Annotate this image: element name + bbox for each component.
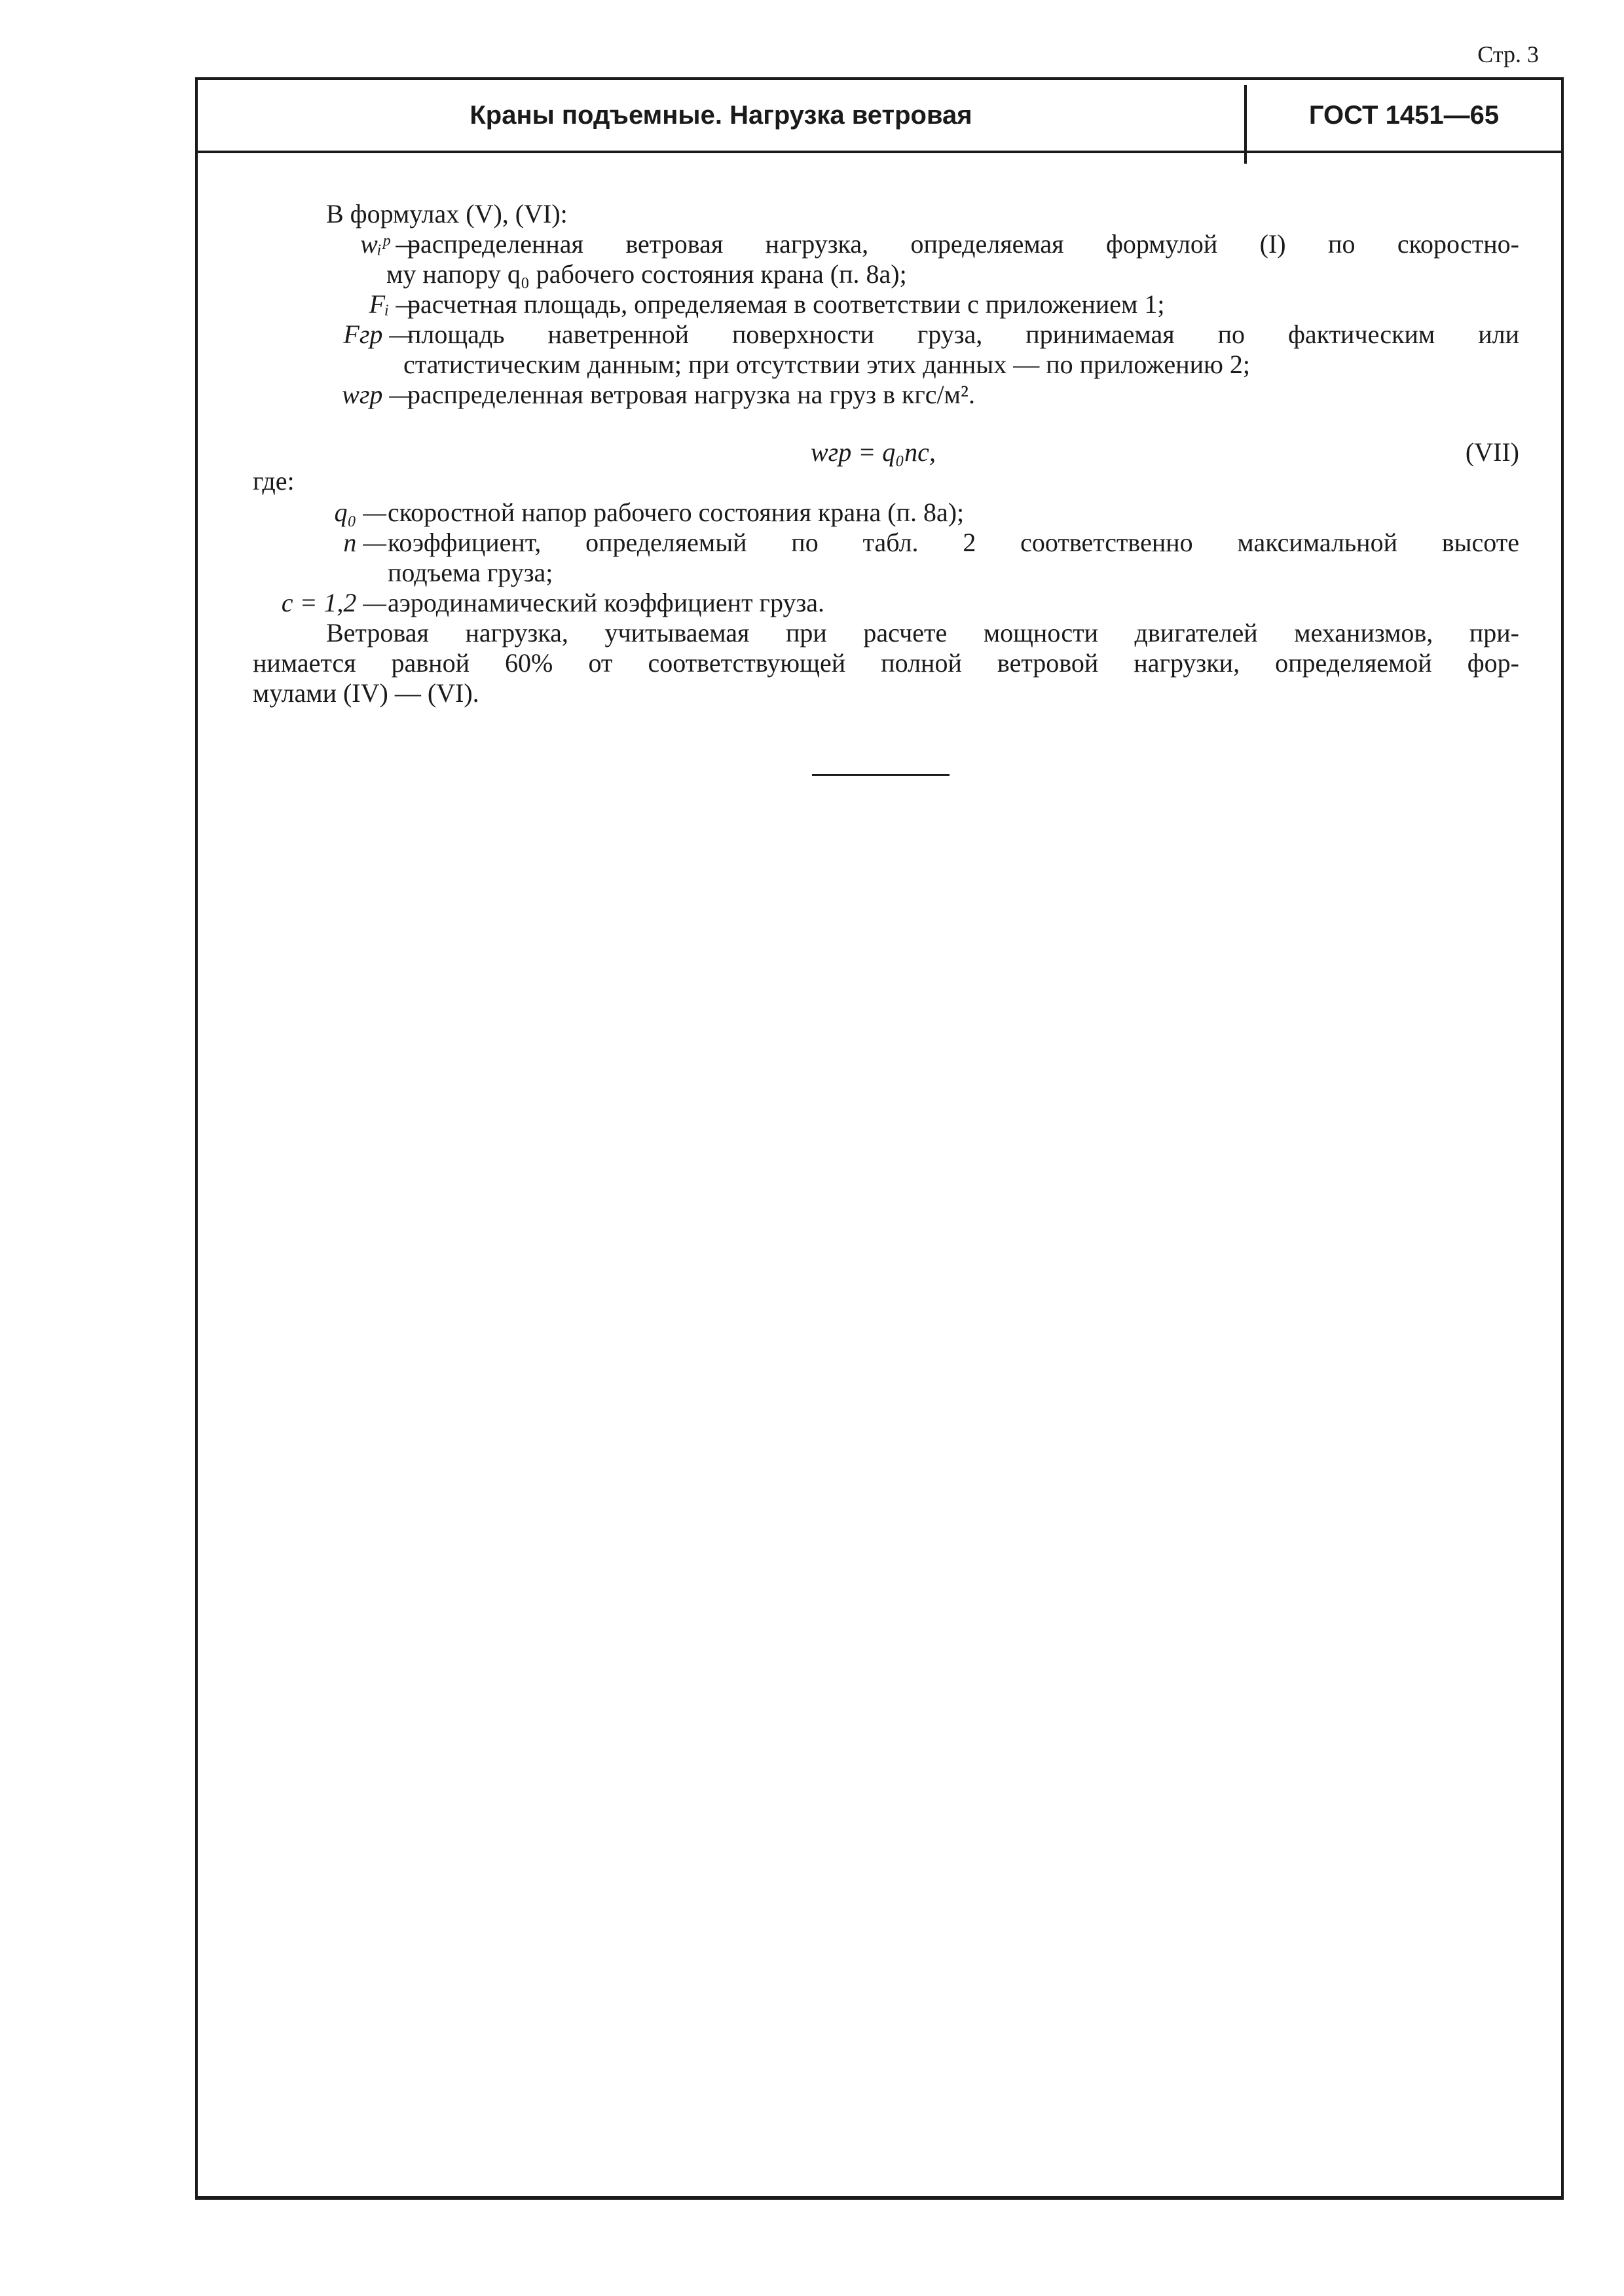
def-text: площадь наветренной поверхности груза, принимаемая по фактическим или <box>407 319 1519 349</box>
def-symbol: Fгр — <box>343 319 413 349</box>
def-text: расчетная площадь, определяемая в соответствии с приложением 1; <box>407 289 1165 319</box>
def-text: скоростной напор рабочего состояния крана (п. 8а); <box>388 498 965 527</box>
page-number: Стр. 3 <box>1477 41 1539 67</box>
standard-code: ГОСТ 1451—65 <box>1308 101 1500 130</box>
paragraph-line: мулами (IV) — (VI). <box>253 678 479 708</box>
where-label: где: <box>253 466 295 496</box>
def-symbol: q₀ — <box>334 498 386 527</box>
def-text: распределенная ветровая нагрузка, определяемая формулой (I) по скоростно- <box>407 229 1519 259</box>
header-title: Краны подъемные. Нагрузка ветровая <box>470 101 972 130</box>
def-text: му напору q₀ рабочего состояния крана (п. 8а); <box>386 259 907 289</box>
paragraph-line: Ветровая нагрузка, учитываемая при расчете мощности двигателей механизмов, при- <box>326 618 1519 647</box>
def-symbol: n — <box>343 528 386 557</box>
def-text: коэффициент, определяемый по табл. 2 соответственно максимальной высоте <box>388 528 1519 557</box>
document-header <box>198 80 1561 153</box>
end-rule <box>812 774 950 776</box>
intro-line: В формулах (V), (VI): <box>326 199 568 228</box>
def-text: подъема груза; <box>388 558 553 587</box>
def-text: распределенная ветровая нагрузка на груз в кгс/м². <box>407 380 975 409</box>
def-text: аэродинамический коэффициент груза. <box>388 588 824 617</box>
def-symbol: wгр — <box>342 380 413 409</box>
def-text: статистическим данным; при отсутствии этих данных — по приложению 2; <box>403 350 1251 379</box>
formula-number: (VII) <box>1465 437 1519 467</box>
def-symbol: wᵢᵖ — <box>360 229 419 259</box>
def-symbol: Fᵢ — <box>369 289 419 319</box>
formula-expression: wгр = q₀nc, <box>811 437 936 467</box>
def-symbol: c = 1,2 — <box>281 588 386 617</box>
paragraph-line: нимается равной 60% от соответствующей полной ветровой нагрузки, определяемой фор- <box>253 648 1519 678</box>
